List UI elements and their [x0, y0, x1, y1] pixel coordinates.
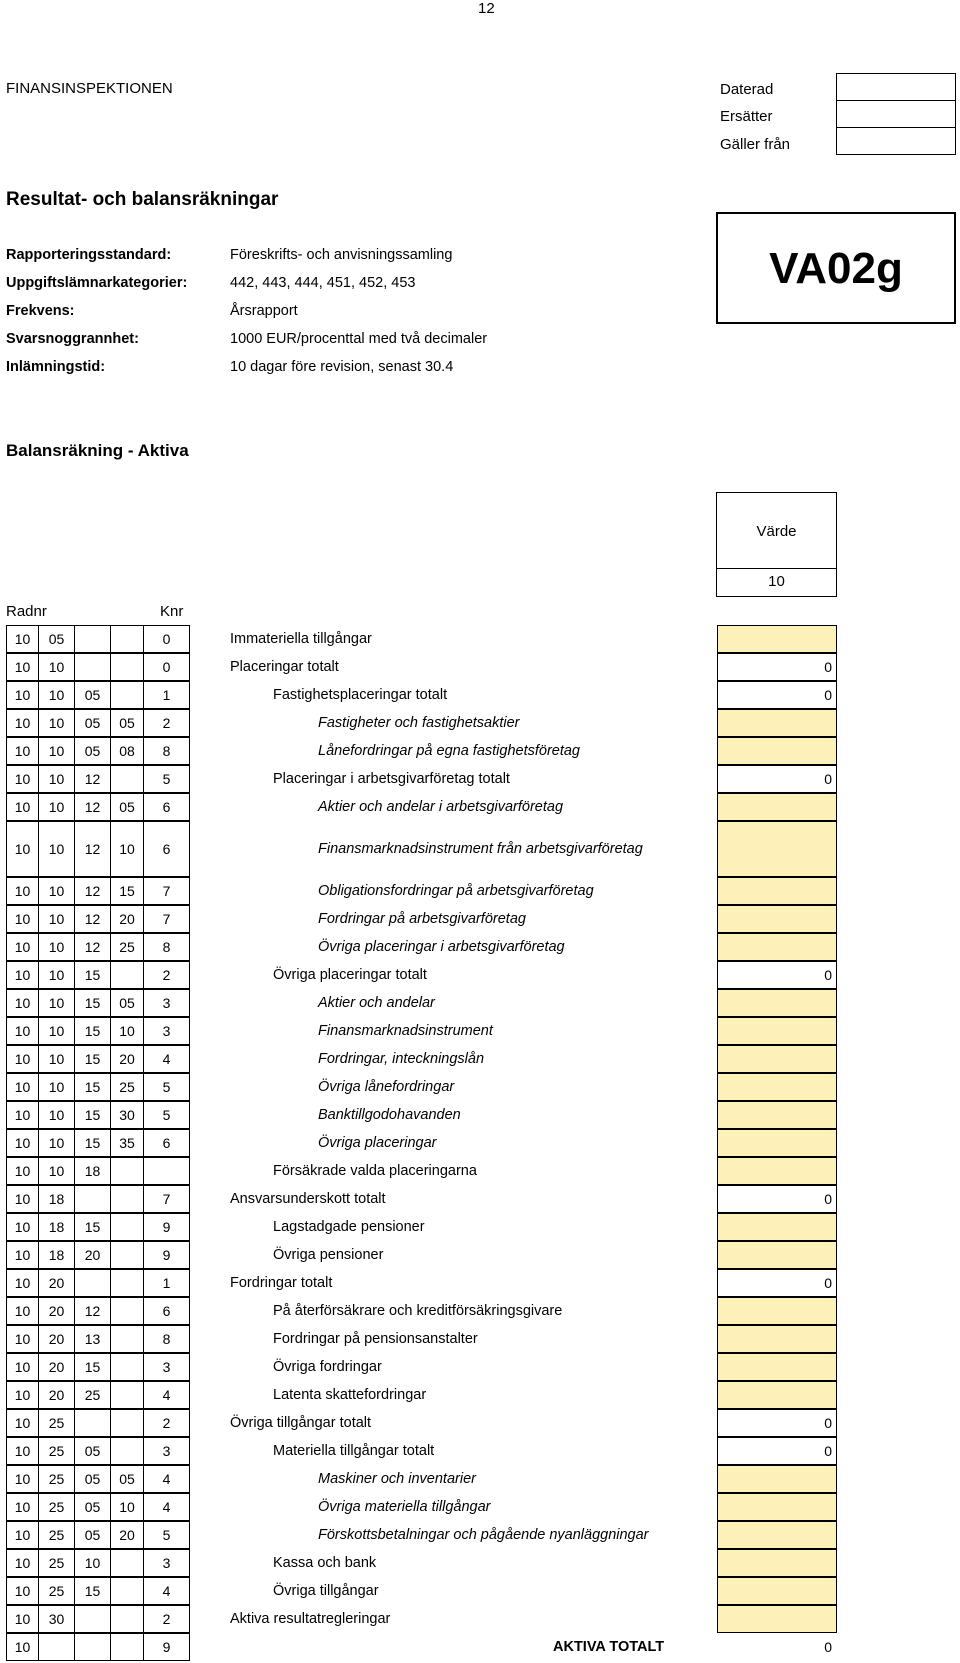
knr-cell: 9: [143, 1241, 190, 1269]
radnr-cell: 20: [110, 1521, 144, 1549]
knr-cell: 3: [143, 1353, 190, 1381]
knr-cell: 0: [143, 653, 190, 681]
radnr-cell: 10: [6, 793, 39, 821]
radnr-cell: 10: [6, 653, 39, 681]
value-input[interactable]: [717, 1017, 837, 1045]
row-label: Aktiva resultatregleringar: [230, 1611, 391, 1627]
knr-cell: 7: [143, 905, 190, 933]
row-label: Övriga tillgångar: [273, 1583, 379, 1599]
radnr-cell: 05: [74, 1437, 111, 1465]
row-label: Aktier och andelar: [318, 995, 435, 1011]
radnr-cell: 05: [74, 681, 111, 709]
radnr-cell: 10: [38, 1073, 75, 1101]
value-input[interactable]: [717, 877, 837, 905]
knr-cell: [143, 1157, 190, 1185]
radnr-cell: 12: [74, 877, 111, 905]
radnr-cell: 10: [110, 821, 144, 877]
knr-cell: 5: [143, 1101, 190, 1129]
radnr-cell: 10: [6, 737, 39, 765]
radnr-cell: 05: [74, 1465, 111, 1493]
radnr-cell: 10: [6, 1493, 39, 1521]
radnr-cell: 10: [38, 821, 75, 877]
knr-cell: 8: [143, 933, 190, 961]
form-code: VA02g: [769, 244, 903, 293]
radnr-cell: [38, 1633, 75, 1661]
radnr-label: Radnr: [6, 603, 47, 620]
knr-cell: 1: [143, 1269, 190, 1297]
radnr-cell: 05: [38, 625, 75, 653]
radnr-cell: 20: [38, 1353, 75, 1381]
radnr-cell: 30: [110, 1101, 144, 1129]
radnr-cell: 20: [38, 1269, 75, 1297]
radnr-cell: 15: [110, 877, 144, 905]
knr-cell: 4: [143, 1381, 190, 1409]
radnr-cell: 10: [38, 961, 75, 989]
meta-label-dated: Daterad: [720, 81, 774, 98]
radnr-cell: 10: [6, 1297, 39, 1325]
radnr-cell: 15: [74, 1101, 111, 1129]
row-label: Övriga materiella tillgångar: [318, 1499, 491, 1515]
radnr-cell: 12: [74, 905, 111, 933]
radnr-cell: 10: [38, 765, 75, 793]
meta-field-dated[interactable]: [836, 73, 956, 101]
radnr-cell: 10: [38, 1129, 75, 1157]
knr-cell: 5: [143, 1521, 190, 1549]
knr-cell: 7: [143, 1185, 190, 1213]
radnr-cell: [110, 1269, 144, 1297]
row-label: Övriga pensioner: [273, 1247, 384, 1263]
radnr-cell: 10: [6, 1577, 39, 1605]
radnr-cell: 10: [6, 1549, 39, 1577]
knr-cell: 3: [143, 1017, 190, 1045]
row-label: Fordringar, inteckningslån: [318, 1051, 485, 1067]
knr-cell: 5: [143, 1073, 190, 1101]
value-column-header: [716, 492, 837, 569]
radnr-cell: 10: [6, 1073, 39, 1101]
knr-cell: 6: [143, 821, 190, 877]
radnr-cell: [110, 1297, 144, 1325]
value-input[interactable]: [717, 1325, 837, 1353]
radnr-cell: 20: [38, 1297, 75, 1325]
radnr-cell: 05: [74, 1493, 111, 1521]
info-label: Uppgiftslämnarkategorier:: [6, 275, 188, 291]
radnr-cell: 10: [38, 681, 75, 709]
radnr-cell: 18: [38, 1185, 75, 1213]
radnr-cell: [110, 765, 144, 793]
value-input[interactable]: [717, 709, 837, 737]
radnr-cell: 10: [6, 1101, 39, 1129]
radnr-cell: 10: [6, 1017, 39, 1045]
radnr-cell: 25: [38, 1577, 75, 1605]
knr-cell: 8: [143, 1325, 190, 1353]
knr-cell: 4: [143, 1493, 190, 1521]
value-input[interactable]: [717, 1549, 837, 1577]
knr-cell: 9: [143, 1213, 190, 1241]
radnr-cell: [110, 681, 144, 709]
radnr-cell: 05: [110, 709, 144, 737]
radnr-cell: 10: [6, 765, 39, 793]
radnr-cell: 10: [6, 1605, 39, 1633]
info-label: Svarsnoggrannhet:: [6, 331, 139, 347]
row-label: Aktier och andelar i arbetsgivarföretag: [318, 799, 564, 815]
radnr-cell: 15: [74, 1353, 111, 1381]
value-input[interactable]: [717, 1241, 837, 1269]
knr-cell: 9: [143, 1633, 190, 1661]
knr-cell: 5: [143, 765, 190, 793]
radnr-cell: [110, 1549, 144, 1577]
radnr-cell: 10: [6, 989, 39, 1017]
radnr-cell: 25: [38, 1521, 75, 1549]
row-label: Obligationsfordringar på arbetsgivarföretag: [318, 883, 594, 899]
radnr-cell: 10: [38, 1101, 75, 1129]
value-input[interactable]: [717, 1577, 837, 1605]
knr-cell: 1: [143, 681, 190, 709]
radnr-cell: 10: [38, 1017, 75, 1045]
radnr-cell: 10: [110, 1493, 144, 1521]
row-label: Maskiner och inventarier: [318, 1471, 476, 1487]
meta-label-replaces: Ersätter: [720, 108, 773, 125]
radnr-cell: 10: [6, 1269, 39, 1297]
value-total: 0: [717, 653, 837, 681]
radnr-cell: [110, 1157, 144, 1185]
radnr-cell: 15: [74, 961, 111, 989]
value-column-label: Värde: [756, 523, 797, 540]
radnr-cell: 18: [38, 1213, 75, 1241]
value-input[interactable]: [717, 1605, 837, 1633]
radnr-cell: 10: [6, 1381, 39, 1409]
knr-cell: 8: [143, 737, 190, 765]
knr-cell: 0: [143, 625, 190, 653]
value-input[interactable]: [717, 1129, 837, 1157]
radnr-cell: 05: [74, 709, 111, 737]
knr-cell: 3: [143, 989, 190, 1017]
radnr-cell: 20: [74, 1241, 111, 1269]
knr-cell: 3: [143, 1437, 190, 1465]
value-column-code-label: 10: [768, 573, 785, 590]
row-label: Övriga lånefordringar: [318, 1079, 455, 1095]
radnr-cell: 10: [38, 737, 75, 765]
meta-label-valid-from: Gäller från: [720, 136, 791, 153]
radnr-cell: 10: [6, 1157, 39, 1185]
value-input[interactable]: [717, 1213, 837, 1241]
radnr-cell: 10: [6, 681, 39, 709]
radnr-cell: 10: [6, 1465, 39, 1493]
radnr-cell: [110, 1381, 144, 1409]
row-label: Finansmarknadsinstrument: [318, 1023, 493, 1039]
radnr-cell: 12: [74, 933, 111, 961]
radnr-cell: 10: [38, 1045, 75, 1073]
radnr-cell: 20: [38, 1325, 75, 1353]
row-label: Övriga placeringar: [318, 1135, 437, 1151]
value-input[interactable]: [717, 1101, 837, 1129]
radnr-cell: [110, 1577, 144, 1605]
value-input[interactable]: [717, 625, 837, 653]
value-input[interactable]: [717, 1465, 837, 1493]
radnr-cell: [110, 961, 144, 989]
radnr-cell: [74, 1605, 111, 1633]
row-label: Fastighetsplaceringar totalt: [273, 687, 448, 703]
radnr-cell: 12: [74, 793, 111, 821]
radnr-cell: 05: [110, 989, 144, 1017]
radnr-cell: [110, 625, 144, 653]
row-label: Immateriella tillgångar: [230, 631, 372, 647]
radnr-cell: 35: [110, 1129, 144, 1157]
knr-cell: 3: [143, 1549, 190, 1577]
knr-cell: 6: [143, 1297, 190, 1325]
radnr-cell: [74, 625, 111, 653]
knr-cell: 6: [143, 793, 190, 821]
value-total: 0: [717, 1437, 837, 1465]
radnr-cell: [110, 1605, 144, 1633]
value-input[interactable]: [717, 905, 837, 933]
row-label: Övriga placeringar totalt: [273, 967, 427, 983]
value-total: 0: [717, 961, 837, 989]
radnr-cell: [110, 1409, 144, 1437]
radnr-cell: 10: [6, 625, 39, 653]
radnr-cell: 10: [38, 877, 75, 905]
radnr-cell: 25: [74, 1381, 111, 1409]
row-label: Fordringar totalt: [230, 1275, 333, 1291]
radnr-cell: 15: [74, 989, 111, 1017]
row-label: Placeringar totalt: [230, 659, 339, 675]
value-input[interactable]: [717, 1521, 837, 1549]
radnr-cell: 10: [38, 709, 75, 737]
radnr-cell: 20: [110, 1045, 144, 1073]
radnr-cell: 10: [6, 1129, 39, 1157]
radnr-cell: 10: [6, 1633, 39, 1661]
radnr-cell: 10: [38, 793, 75, 821]
value-total: 0: [717, 765, 837, 793]
radnr-cell: 10: [6, 709, 39, 737]
radnr-cell: 10: [6, 961, 39, 989]
radnr-cell: 10: [6, 1353, 39, 1381]
radnr-cell: 10: [6, 1325, 39, 1353]
meta-field-valid-from[interactable]: [836, 127, 956, 155]
radnr-cell: 10: [6, 1241, 39, 1269]
knr-cell: 6: [143, 1129, 190, 1157]
radnr-cell: [74, 1633, 111, 1661]
radnr-cell: 15: [74, 1017, 111, 1045]
radnr-cell: 05: [74, 1521, 111, 1549]
radnr-cell: 15: [74, 1213, 111, 1241]
info-value: Föreskrifts- och anvisningssamling: [230, 247, 453, 263]
radnr-cell: 10: [6, 1045, 39, 1073]
radnr-cell: 10: [38, 653, 75, 681]
row-label: Ansvarsunderskott totalt: [230, 1191, 386, 1207]
info-label: Inlämningstid:: [6, 359, 106, 375]
value-total: 0: [717, 1185, 837, 1213]
row-label: Övriga tillgångar totalt: [230, 1415, 372, 1431]
value-total: 0: [717, 681, 837, 709]
radnr-cell: 20: [38, 1381, 75, 1409]
radnr-cell: 25: [38, 1409, 75, 1437]
radnr-cell: 15: [74, 1045, 111, 1073]
radnr-cell: 12: [74, 1297, 111, 1325]
radnr-cell: 13: [74, 1325, 111, 1353]
info-label: Rapporteringsstandard:: [6, 247, 172, 263]
radnr-cell: 10: [6, 1409, 39, 1437]
radnr-cell: 25: [110, 1073, 144, 1101]
radnr-cell: 25: [38, 1465, 75, 1493]
row-label: Kassa och bank: [273, 1555, 377, 1571]
knr-cell: 4: [143, 1577, 190, 1605]
radnr-cell: [110, 1633, 144, 1661]
value-input[interactable]: [717, 989, 837, 1017]
org-name: FINANSINSPEKTIONEN: [6, 80, 173, 97]
radnr-cell: [74, 653, 111, 681]
info-value: 1000 EUR/procenttal med två decimaler: [230, 331, 488, 347]
knr-cell: 2: [143, 1605, 190, 1633]
value-input[interactable]: [717, 1381, 837, 1409]
knr-cell: 4: [143, 1045, 190, 1073]
knr-cell: 2: [143, 1409, 190, 1437]
value-total: 0: [717, 1633, 837, 1661]
radnr-cell: 10: [74, 1549, 111, 1577]
info-value: 442, 443, 444, 451, 452, 453: [230, 275, 416, 291]
radnr-cell: 08: [110, 737, 144, 765]
value-total: 0: [717, 1269, 837, 1297]
radnr-cell: [110, 1353, 144, 1381]
radnr-cell: 15: [74, 1129, 111, 1157]
radnr-cell: 18: [74, 1157, 111, 1185]
value-input[interactable]: [717, 821, 837, 877]
row-label: Fordringar på pensionsanstalter: [273, 1331, 478, 1347]
radnr-cell: 25: [38, 1437, 75, 1465]
radnr-cell: 18: [38, 1241, 75, 1269]
radnr-cell: 10: [38, 933, 75, 961]
row-label: Förskottsbetalningar och pågående nyanläggningar: [318, 1527, 649, 1543]
form-code-box: [716, 212, 956, 324]
radnr-cell: 10: [38, 1157, 75, 1185]
radnr-cell: [110, 1213, 144, 1241]
radnr-cell: 25: [110, 933, 144, 961]
info-value: 10 dagar före revision, senast 30.4: [230, 359, 454, 375]
knr-cell: 4: [143, 1465, 190, 1493]
value-input[interactable]: [717, 1493, 837, 1521]
row-label: Banktillgodohavanden: [318, 1107, 461, 1123]
value-input[interactable]: [717, 737, 837, 765]
value-input[interactable]: [717, 793, 837, 821]
value-input[interactable]: [717, 1073, 837, 1101]
knr-label: Knr: [160, 603, 184, 620]
value-input[interactable]: [717, 1353, 837, 1381]
row-label: På återförsäkrare och kreditförsäkringsgivare: [273, 1303, 563, 1319]
radnr-cell: 05: [110, 1465, 144, 1493]
radnr-cell: 25: [38, 1493, 75, 1521]
value-input[interactable]: [717, 1297, 837, 1325]
radnr-cell: 10: [6, 821, 39, 877]
radnr-cell: [74, 1185, 111, 1213]
row-label: Finansmarknadsinstrument från arbetsgivarföretag: [318, 841, 643, 857]
row-label: Lagstadgade pensioner: [273, 1219, 425, 1235]
radnr-cell: 10: [6, 905, 39, 933]
radnr-cell: [74, 1409, 111, 1437]
row-label: Placeringar i arbetsgivarföretag totalt: [273, 771, 510, 787]
row-label: Övriga placeringar i arbetsgivarföretag: [318, 939, 565, 955]
row-label: Materiella tillgångar totalt: [273, 1443, 435, 1459]
radnr-cell: 12: [74, 765, 111, 793]
meta-field-replaces[interactable]: [836, 100, 956, 128]
info-value: Årsrapport: [230, 303, 298, 319]
page-title: Resultat- och balansräkningar: [6, 189, 279, 210]
radnr-cell: 10: [38, 989, 75, 1017]
radnr-cell: 10: [6, 933, 39, 961]
radnr-cell: 10: [38, 905, 75, 933]
radnr-cell: 12: [74, 821, 111, 877]
row-label: Fastigheter och fastighetsaktier: [318, 715, 520, 731]
row-label: Försäkrade valda placeringarna: [273, 1163, 477, 1179]
radnr-cell: 10: [6, 1185, 39, 1213]
total-label: AKTIVA TOTALT: [553, 1639, 665, 1655]
radnr-cell: [110, 1185, 144, 1213]
radnr-cell: 30: [38, 1605, 75, 1633]
radnr-cell: 25: [38, 1549, 75, 1577]
page-number: 12: [478, 0, 495, 17]
radnr-cell: 10: [6, 1437, 39, 1465]
radnr-cell: 10: [6, 877, 39, 905]
radnr-cell: [110, 1437, 144, 1465]
radnr-cell: 20: [110, 905, 144, 933]
value-input[interactable]: [717, 933, 837, 961]
row-label: Övriga fordringar: [273, 1359, 382, 1375]
radnr-cell: 10: [6, 1521, 39, 1549]
knr-cell: 2: [143, 961, 190, 989]
radnr-cell: 15: [74, 1073, 111, 1101]
knr-cell: 2: [143, 709, 190, 737]
radnr-cell: 15: [74, 1577, 111, 1605]
radnr-cell: [110, 653, 144, 681]
section-title: Balansräkning - Aktiva: [6, 441, 189, 460]
value-input[interactable]: [717, 1045, 837, 1073]
radnr-cell: [110, 1325, 144, 1353]
knr-cell: 7: [143, 877, 190, 905]
row-label: Lånefordringar på egna fastighetsföretag: [318, 743, 580, 759]
value-column-code: [716, 568, 837, 597]
row-label: Fordringar på arbetsgivarföretag: [318, 911, 526, 927]
radnr-cell: [74, 1269, 111, 1297]
radnr-cell: 10: [110, 1017, 144, 1045]
radnr-cell: [110, 1241, 144, 1269]
radnr-cell: 05: [110, 793, 144, 821]
value-input[interactable]: [717, 1157, 837, 1185]
row-label: Latenta skattefordringar: [273, 1387, 427, 1403]
info-label: Frekvens:: [6, 303, 75, 319]
radnr-cell: 05: [74, 737, 111, 765]
radnr-cell: 10: [6, 1213, 39, 1241]
value-total: 0: [717, 1409, 837, 1437]
